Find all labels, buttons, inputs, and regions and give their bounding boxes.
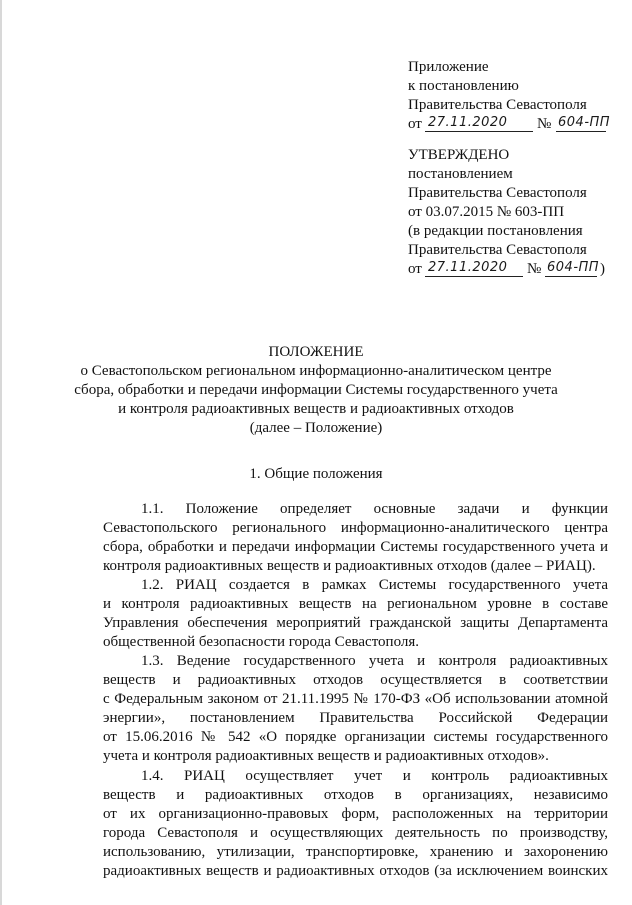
approved-line-4: (в редакции постановления xyxy=(408,223,583,239)
appendix-line-1: Приложение xyxy=(408,59,489,75)
paragraph-line: энергии», постановлением Правительства Российской Федерации xyxy=(103,710,608,726)
title-line-2: сбора, обработки и передачи информации Системы государственного учета xyxy=(74,382,558,398)
paragraph-line: учета и контроля радиоактивных веществ и радиоактивных отходов». xyxy=(103,748,549,764)
approved-line-3: от 03.07.2015 № 603-ПП xyxy=(408,204,565,220)
appendix-line-3: Правительства Севастополя xyxy=(408,97,587,113)
paragraph-line: сбора, обработки и передачи информации Системы государственного учета и xyxy=(103,539,608,555)
appendix-number-handwritten: 604-ПП xyxy=(558,115,611,130)
approved-line-5: Правительства Севастополя xyxy=(408,242,587,258)
approved-line-1: постановлением xyxy=(408,166,513,182)
paragraph-line: 1.2. РИАЦ создается в рамках Системы государственного учета xyxy=(141,577,608,593)
paragraph-line: использованию, утилизации, транспортировке, хранению и захоронению xyxy=(103,844,608,860)
paragraph-line: с Федеральным законом от 21.11.1995 № 170-ФЗ «Об использовании атомной xyxy=(103,691,608,707)
paragraph-line: 1.1. Положение определяет основные задачи и функции xyxy=(141,501,608,517)
paragraph-1-1 xyxy=(103,500,608,576)
approved-title: УТВЕРЖДЕНО xyxy=(408,147,510,163)
approved-number-handwritten: 604-ПП xyxy=(547,260,600,275)
paragraph-1-4 xyxy=(103,767,608,881)
paragraph-line: 1.4. РИАЦ осуществляет учет и контроль радиоактивных xyxy=(141,768,608,784)
paragraph-line: Севастопольского регионального информационно-аналитического центра xyxy=(103,520,608,536)
approved-line-2: Правительства Севастополя xyxy=(408,185,587,201)
paragraph-1-2 xyxy=(103,576,608,652)
paragraph-line: от их организационно-правовых форм, расположенных на территории xyxy=(103,806,608,822)
title-line-4: (далее – Положение) xyxy=(249,420,383,436)
paragraph-line: 1.3. Ведение государственного учета и контроля радиоактивных xyxy=(141,653,608,669)
paragraph-line: общественной безопасности города Севастополя. xyxy=(103,634,420,650)
paragraph-line: от 15.06.2016 № 542 «О порядке организации системы государственного xyxy=(103,729,608,745)
appendix-from-label: от xyxy=(408,116,422,132)
paragraph-line: веществ и радиоактивных отходов осуществляется в соответствии xyxy=(103,672,608,688)
paragraph-line: города Севастополя и осуществляющих деятельность по производству, xyxy=(103,825,608,841)
paragraph-line: веществ и радиоактивных отходов в организациях, независимо xyxy=(103,787,608,803)
paragraph-line: и контроля радиоактивных веществ на региональном уровне в составе xyxy=(103,596,608,612)
paragraph-line: радиоактивных веществ и радиоактивных отходов (за исключением воинских xyxy=(103,863,608,879)
scan-edge xyxy=(0,0,2,905)
title-line-3: и контроля радиоактивных веществ и радиоактивных отходов xyxy=(118,401,514,417)
appendix-date-handwritten: 27.11.2020 xyxy=(428,115,508,130)
approved-date-handwritten: 27.11.2020 xyxy=(428,260,508,275)
approved-from-label: от xyxy=(408,261,422,277)
paragraph-line: контроля радиоактивных веществ и радиоактивных отходов (далее – РИАЦ). xyxy=(103,558,596,574)
approved-number-label: № xyxy=(527,261,542,277)
appendix-line-2: к постановлению xyxy=(408,78,519,94)
title-line-1: о Севастопольском региональном информационно-аналитическом центре xyxy=(80,363,552,379)
paragraph-line: Управления обеспечения мероприятий гражданской защиты Департамента xyxy=(103,615,608,631)
paragraph-1-3 xyxy=(103,652,608,766)
title-heading: ПОЛОЖЕНИЕ xyxy=(268,344,364,360)
section-heading: 1. Общие положения xyxy=(249,466,383,482)
approved-closing-paren: ) xyxy=(600,261,605,277)
appendix-number-label: № xyxy=(537,116,552,132)
